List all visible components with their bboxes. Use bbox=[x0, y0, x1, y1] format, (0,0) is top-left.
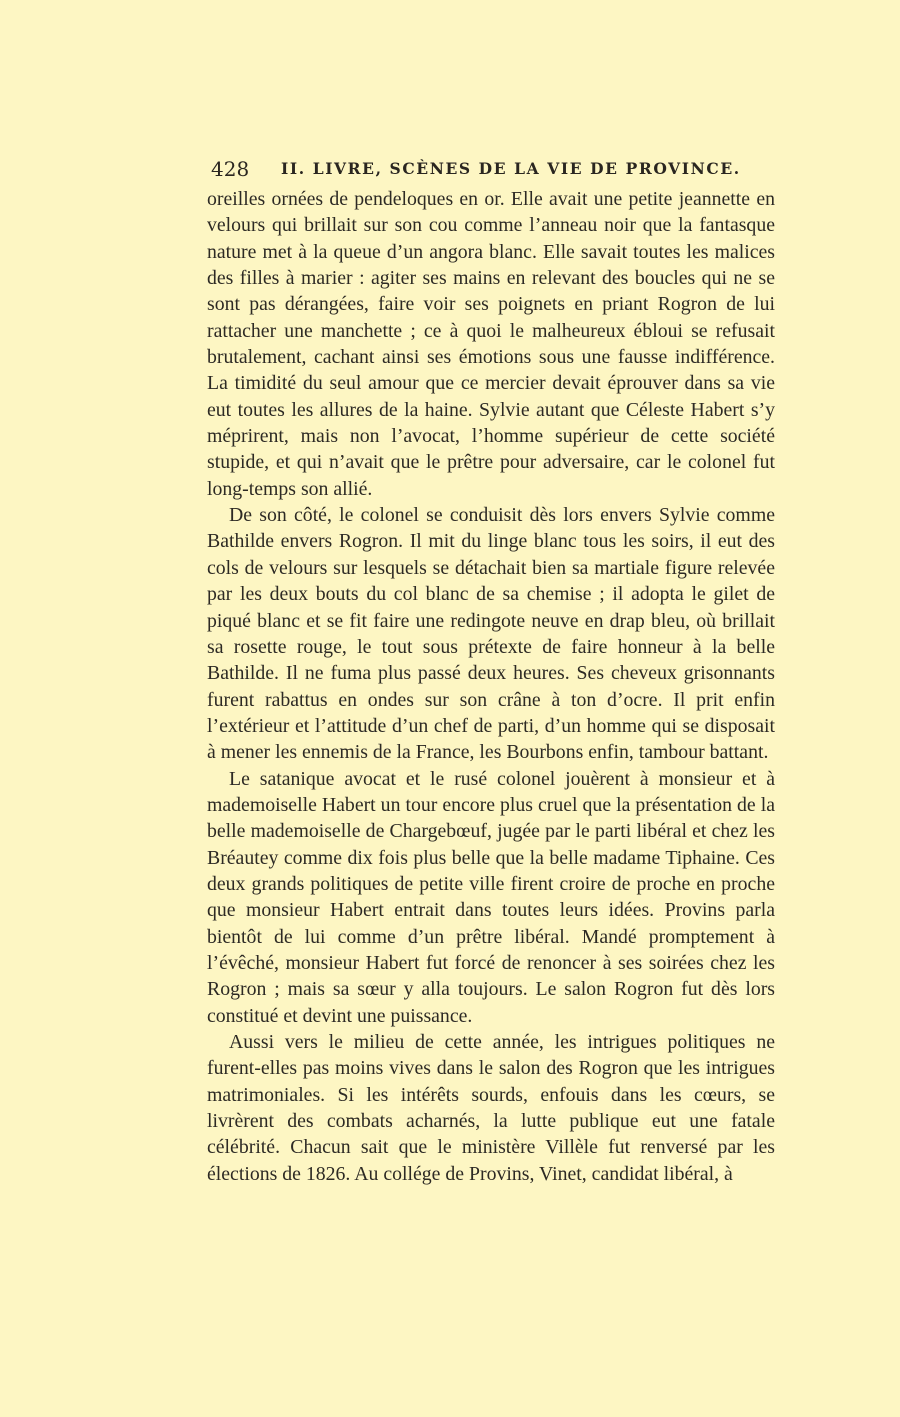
running-head bbox=[211, 156, 773, 182]
paragraph: Aussi vers le milieu de cette année, les intrigues politiques ne furent-elles pas moins vives dans le salon des Rogron que les intrigues matrimoniales. Si les intérêts sourds, enfouis dans les cœurs, se livrèrent des combats acharnés, la lutte publique eut une fatale célébrité. Chacun sait que le ministère Villèle fut renversé par les élections de 1826. Au collége de Provins, Vinet, candidat libéral, à bbox=[207, 1031, 775, 1185]
page-number: 428 bbox=[211, 157, 250, 181]
body-text bbox=[207, 186, 775, 1187]
paragraph: oreilles ornées de pendeloques en or. Elle avait une petite jeannette en velours qui brillait sur son cou comme l’anneau noir que la fantasque nature met à la queue d’un angora blanc. Elle savait toutes les malices des filles à marier : agiter ses mains en relevant des boucles qui ne se sont pas dérangées, faire voir ses poignets en priant Rogron de lui rattacher une manchette ; ce à quoi le malheureux ébloui se refusait brutalement, cachant ainsi ses émotions sous une fausse indifférence. La timidité du seul amour que ce mercier devait éprouver dans sa vie eut toutes les allures de la haine. Sylvie autant que Céleste Habert s’y méprirent, mais non l’avocat, l’homme supérieur de cette société stupide, et qui n’avait que le prêtre pour adversaire, car le colonel fut long-temps son allié. bbox=[207, 188, 775, 500]
running-title: II. LIVRE, SCÈNES DE LA VIE DE PROVINCE. bbox=[281, 159, 741, 178]
paragraph: De son côté, le colonel se conduisit dès lors envers Sylvie comme Bathilde envers Rogron. Il mit du linge blanc tous les soirs, il eut des cols de velours sur lesquels se détachait bien sa martiale figure relevée par les deux bouts du col blanc de sa chemise ; il adopta le gilet de piqué blanc et se fit faire une redingote neuve en drap bleu, où brillait sa rosette rouge, le tout sous prétexte de faire honneur à la belle Bathilde. Il ne fuma plus passé deux heures. Ses cheveux grisonnants furent rabattus en ondes sur son crâne à ton d’ocre. Il prit enfin l’extérieur et l’attitude d’un chef de parti, d’un homme qui se disposait à mener les ennemis de la France, les Bourbons enfin, tambour battant. bbox=[207, 504, 775, 764]
paragraph: Le satanique avocat et le rusé colonel jouèrent à monsieur et à mademoiselle Habert un tour encore plus cruel que la présentation de la belle mademoiselle de Chargebœuf, jugée par le parti libéral et chez les Bréautey comme dix fois plus belle que la belle madame Tiphaine. Ces deux grands politiques de petite ville firent croire de proche en proche que monsieur Habert entrait dans toutes leurs idées. Provins parla bientôt de lui comme d’un prêtre libéral. Mandé promptement à l’évêché, monsieur Habert fut forcé de renoncer à ses soirées chez les Rogron ; mais sa sœur y alla toujours. Le salon Rogron fut dès lors constitué et devint une puissance. bbox=[207, 767, 775, 1027]
